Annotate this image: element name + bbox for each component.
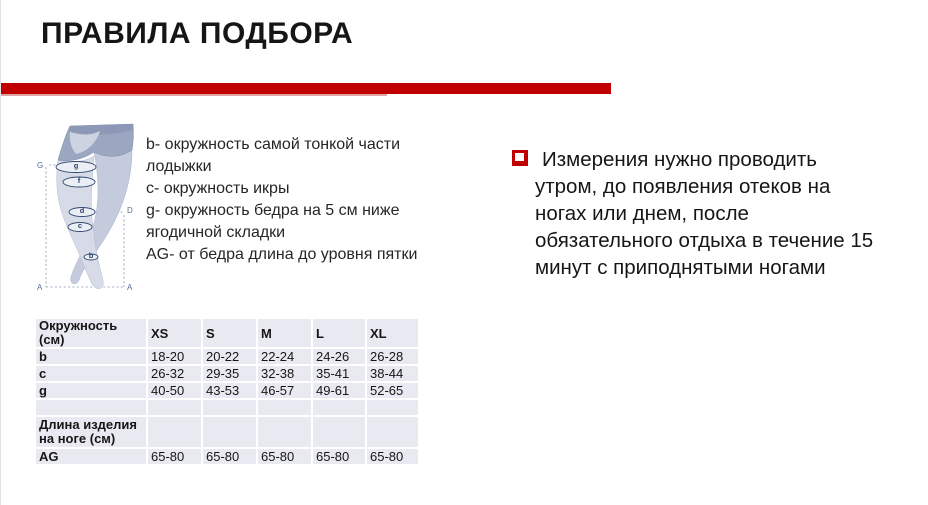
cell (258, 400, 311, 415)
note-line: утром, до появления отеков на (535, 175, 831, 198)
row-label: b (36, 349, 146, 364)
cell (367, 400, 418, 415)
cell (367, 417, 418, 447)
band-label-b: b (88, 251, 94, 260)
leg-measurement-diagram-icon (34, 122, 149, 300)
col-header: L (313, 319, 365, 347)
cell: 26-32 (148, 366, 201, 381)
cell: 38-44 (367, 366, 418, 381)
band-label-d: d (79, 206, 85, 215)
table-row (36, 349, 418, 364)
cell (148, 417, 201, 447)
col-header: M (258, 319, 311, 347)
cell: 43-53 (203, 383, 256, 398)
cell (313, 400, 365, 415)
cell: 46-57 (258, 383, 311, 398)
cell: 52-65 (367, 383, 418, 398)
cell: 35-41 (313, 366, 365, 381)
corner-label-D: D (127, 206, 133, 215)
checkbox-bullet-icon (512, 150, 528, 166)
cell: 65-80 (367, 449, 418, 464)
measurement-item-c: c- окружность икры (146, 180, 290, 197)
measurement-definitions (146, 134, 452, 266)
measurement-item-b: b- окружность самой тонкой части лодыжки (146, 136, 401, 175)
table-row-empty (36, 400, 418, 415)
col-header: Окружность (см) (36, 319, 146, 347)
cell (258, 417, 311, 447)
cell: 24-26 (313, 349, 365, 364)
col-header: XS (148, 319, 201, 347)
measurement-item-g: g- окружность бедра на 5 см ниже ягодичной складки (146, 202, 400, 241)
cell: 40-50 (148, 383, 201, 398)
cell: 49-61 (313, 383, 365, 398)
cell: 32-38 (258, 366, 311, 381)
measurement-note (535, 146, 919, 281)
corner-label-A-right: A (127, 283, 133, 292)
title-divider-bar (1, 83, 611, 94)
cell: 29-35 (203, 366, 256, 381)
row-label: c (36, 366, 146, 381)
cell (313, 417, 365, 447)
cell: 65-80 (258, 449, 311, 464)
cell: 65-80 (313, 449, 365, 464)
corner-label-A-left: A (37, 283, 43, 292)
col-header: S (203, 319, 256, 347)
note-line: Измерения нужно проводить (542, 148, 817, 171)
row-label: Длина изделия на ноге (см) (36, 417, 146, 447)
cell: 18-20 (148, 349, 201, 364)
band-label-g: g (73, 161, 79, 170)
row-label: g (36, 383, 146, 398)
cell (203, 400, 256, 415)
cell: 22-24 (258, 349, 311, 364)
table-row (36, 449, 418, 464)
row-label (36, 400, 146, 415)
band-label-f: f (77, 176, 81, 185)
measurement-item-ag: AG- от бедра длина до уровня пятки (146, 246, 418, 263)
note-line: обязательного отдыха в течение 15 (535, 229, 874, 252)
title-divider-bar-shadow (1, 94, 387, 96)
table-row (36, 366, 418, 381)
band-label-c: c (77, 221, 83, 230)
table-section-row (36, 417, 418, 447)
note-line: минут с приподнятыми ногами (535, 256, 826, 279)
cell: 65-80 (203, 449, 256, 464)
col-header: XL (367, 319, 418, 347)
cell (148, 400, 201, 415)
page-title: ПРАВИЛА ПОДБОРА (41, 17, 354, 50)
note-line: ногах или днем, после (535, 202, 749, 225)
table-header-row (36, 319, 418, 347)
corner-label-G: G (37, 161, 44, 170)
row-label: AG (36, 449, 146, 464)
cell (203, 417, 256, 447)
table-row (36, 383, 418, 398)
cell: 65-80 (148, 449, 201, 464)
size-table (34, 317, 420, 466)
cell: 26-28 (367, 349, 418, 364)
cell: 20-22 (203, 349, 256, 364)
